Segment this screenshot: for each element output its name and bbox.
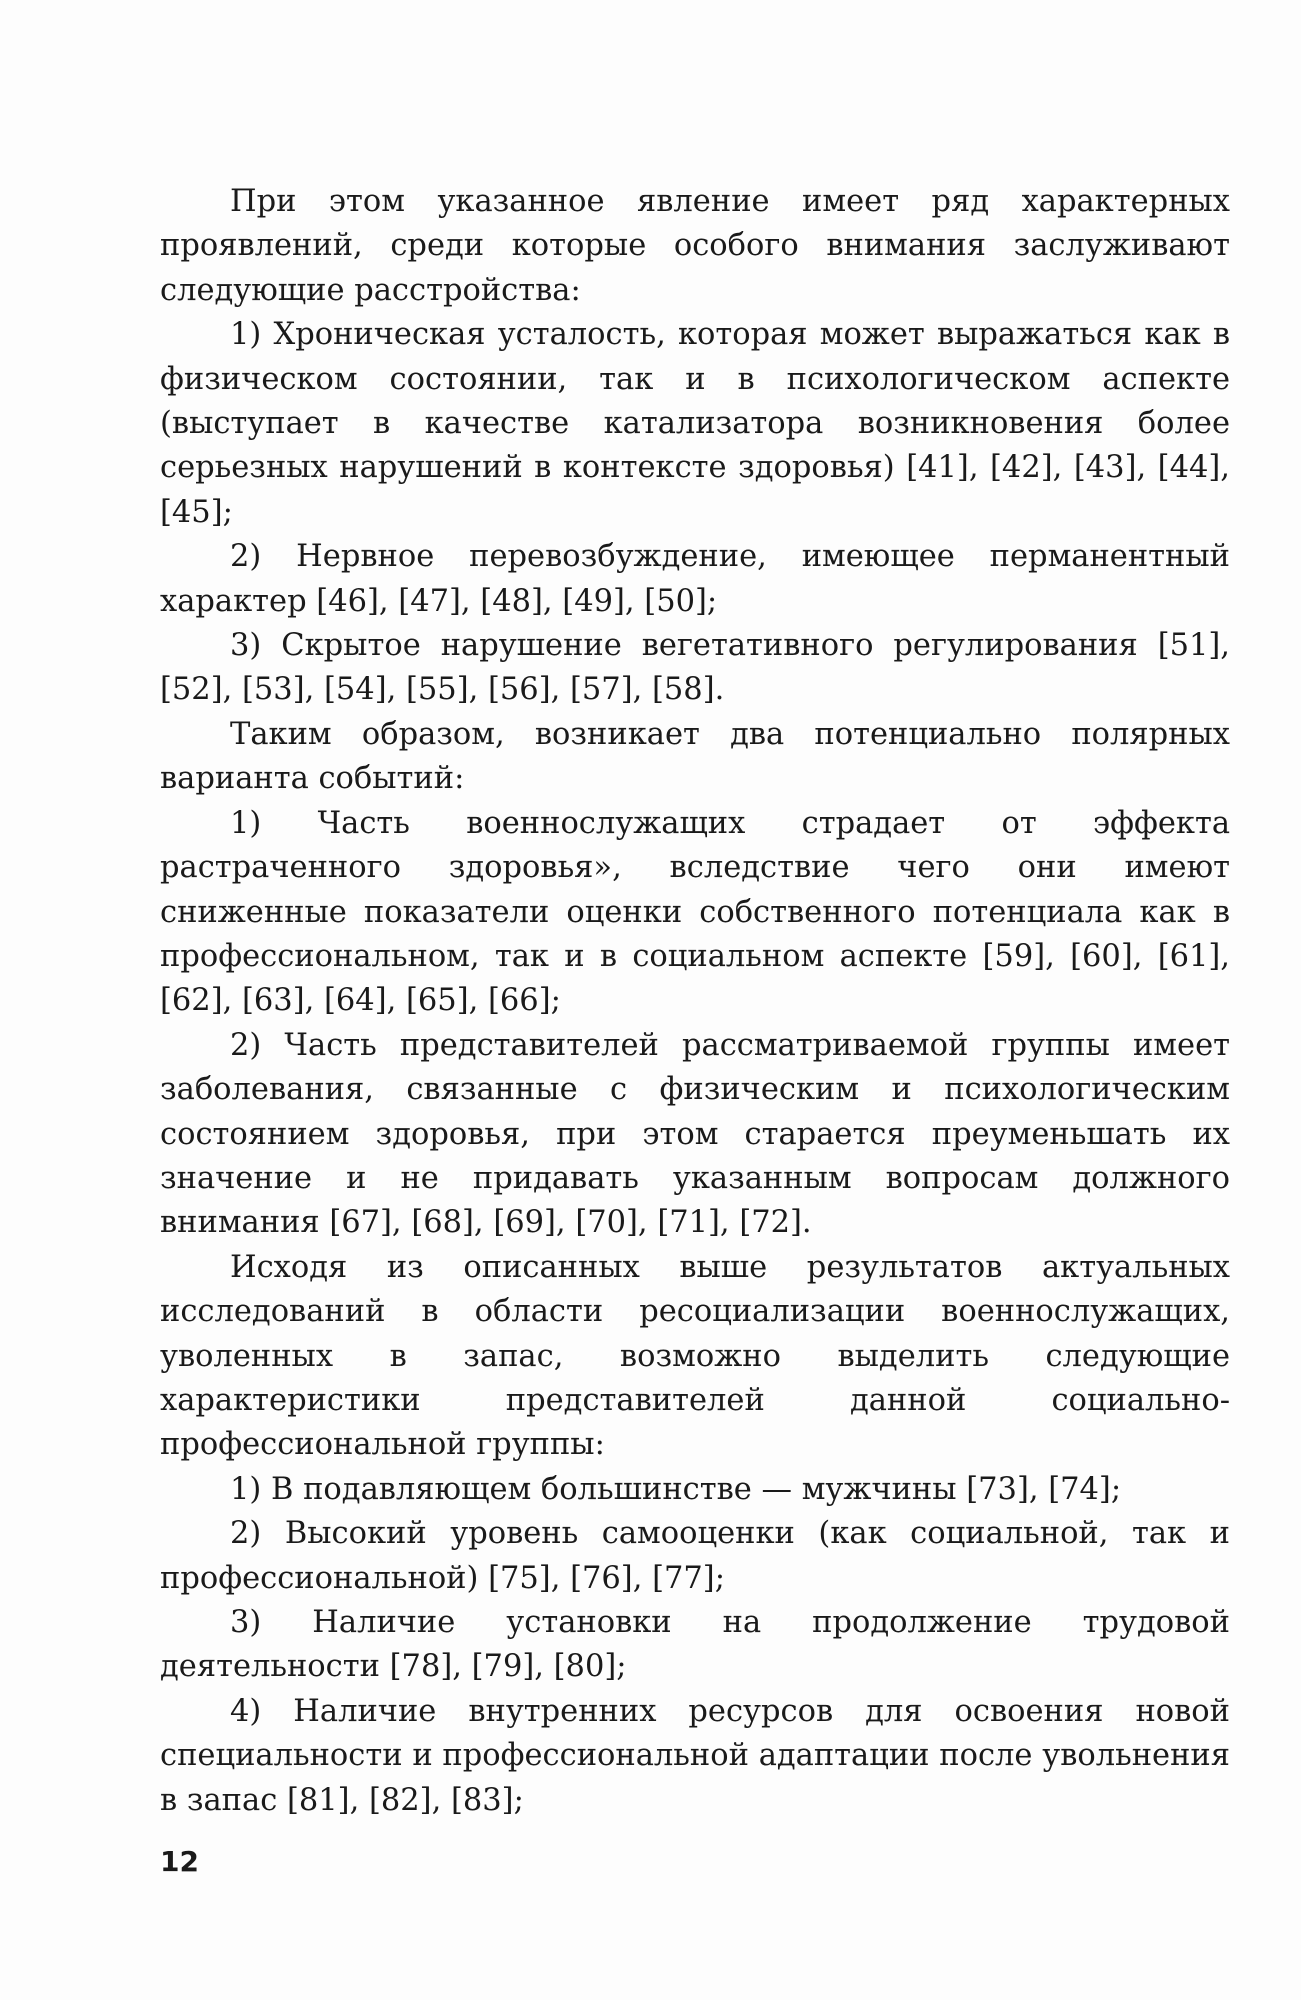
list-item: 2) Часть представителей рассматриваемой группы имеет заболевания, связанные с физическим и психологическим состоянием здоровья, при этом старается преуменьшать их значение и не придавать указанным вопросам должного внимания [67], [68], [69], [70], [71], [72]. <box>160 1027 1230 1241</box>
list-item: 4) Наличие внутренних ресурсов для освоения новой специальности и профессиональной адаптации после увольнения в запас [81], [82], [83]; <box>160 1693 1230 1818</box>
list-item: 2) Нервное перевозбуждение, имеющее перманентный характер [46], [47], [48], [49], [50]; <box>160 539 1230 619</box>
list-item: 1) Хроническая усталость, которая может выражаться как в физическом состоянии, так и в психологическом аспекте (выступает в качестве катализатора возникновения более серьезных нарушений в контексте здоровья) [41], [42], [43], [44], [45]; <box>160 317 1230 530</box>
list-item: 1) В подавляющем большинстве — мужчины [73], [74]; <box>230 1471 1122 1507</box>
page-number: 12 <box>160 1845 199 1878</box>
list-item: 3) Скрытое нарушение вегетативного регулирования [51], [52], [53], [54], [55], [56], [57], [58]. <box>160 628 1230 708</box>
paragraph: Таким образом, возникает два потенциально полярных варианта событий: <box>160 716 1230 797</box>
body-text <box>160 180 1230 1823</box>
list-item: 1) Часть военнослужащих страдает от эффекта растраченного здоровья», вследствие чего они имеют сниженные показатели оценки собственного потенциала как в профессиональном, так и в социальном аспекте [59], [60], [61], [62], [63], [64], [65], [66]; <box>160 805 1230 1019</box>
list-item: 3) Наличие установки на продолжение трудовой деятельности [78], [79], [80]; <box>160 1605 1230 1685</box>
list-item: 2) Высокий уровень самооценки (как социальной, так и профессиональной) [75], [76], [77]; <box>160 1516 1230 1596</box>
paragraph: Исходя из описанных выше результатов актуальных исследований в области ресоциализации военнослужащих, уволенных в запас, возможно выделить следующие характеристики представителей данной социально-профессиональной группы: <box>160 1249 1230 1463</box>
paragraph: При этом указанное явление имеет ряд характерных проявлений, среди которые особого внимания заслуживают следующие расстройства: <box>160 184 1230 308</box>
